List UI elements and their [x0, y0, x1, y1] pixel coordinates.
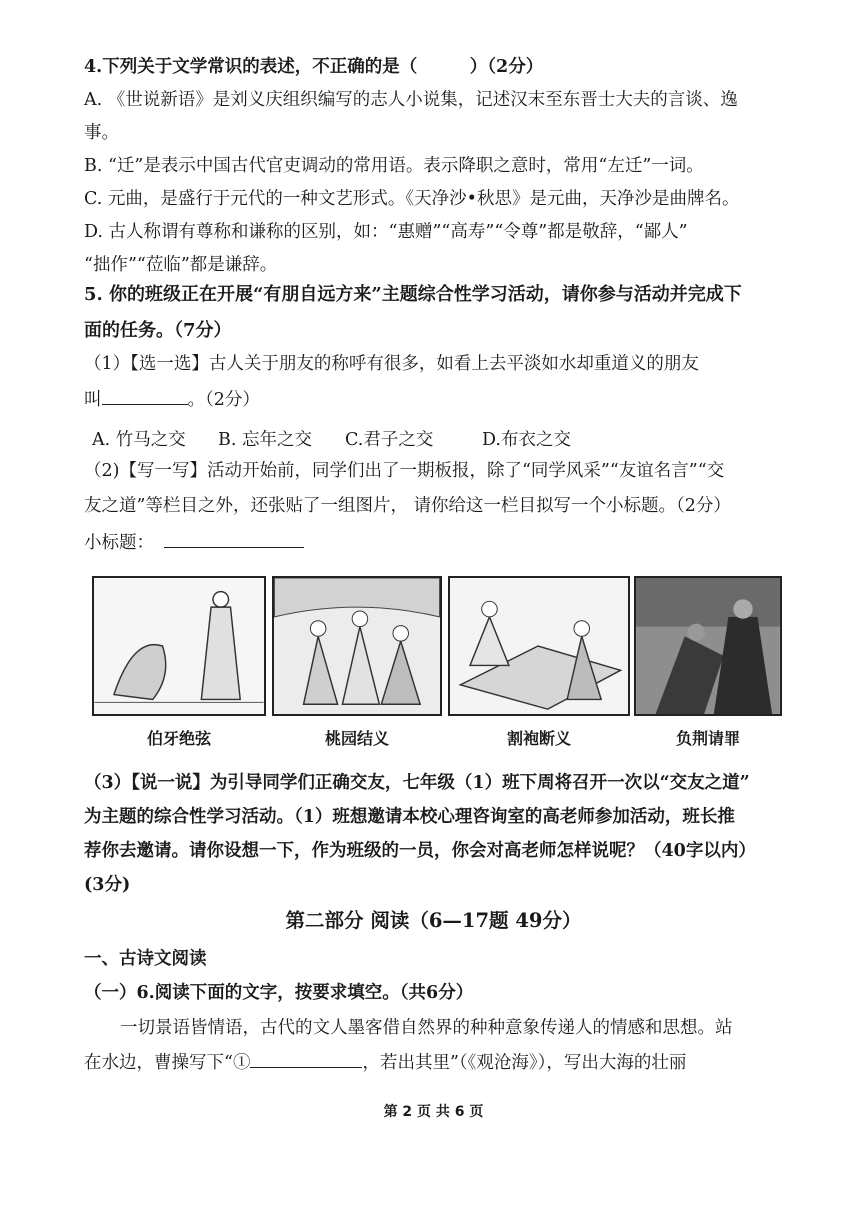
q6-title: （一）6.阅读下面的文字，按要求填空。（共6分）	[84, 983, 474, 1003]
q6-paragraph-line1: 一切景语皆情语，古代的文人墨客借自然界的种种意象传递人的情感和思想。站	[120, 1018, 733, 1038]
q5-option-d: D.布衣之交	[482, 430, 571, 450]
picture-taoyuan	[272, 576, 442, 716]
q5-stem-line1: 5. 你的班级正在开展“有朋自远方来”主题综合性学习活动，请你参与活动并完成下	[84, 284, 742, 305]
q5-part3-line1: （3）【说一说】为引导同学们正确交友，七年级（1）班下周将召开一次以“交友之道”	[84, 773, 750, 793]
q4-option-c: C. 元曲，是盛行于元代的一种文艺形式。《天净沙•秋思》是元曲，天净沙是曲牌名。	[84, 189, 740, 209]
q4-option-a-line1: A. 《世说新语》是刘义庆组织编写的志人小说集，记述汉末至东晋士大夫的言谈、逸	[84, 90, 738, 110]
picture-gepao	[448, 576, 630, 716]
q5-part1-prefix: 叫	[84, 390, 102, 410]
picture-fujing	[634, 576, 782, 716]
caption-gepao: 割袍断义	[506, 729, 571, 748]
caption-taoyuan: 桃园结义	[324, 729, 389, 748]
q5-stem-line2: 面的任务。（7分）	[84, 320, 232, 341]
q5-option-c: C.君子之交	[345, 430, 434, 450]
part2-section-title: 一、古诗文阅读	[84, 949, 207, 969]
q5-option-b: B. 忘年之交	[218, 430, 312, 450]
part2-title: 第二部分 阅读（6—17题 49分）	[285, 909, 582, 932]
q5-part1-line2	[84, 385, 260, 415]
fujing-illustration	[636, 578, 780, 714]
picture-boya	[92, 576, 266, 716]
caption-boya: 伯牙绝弦	[146, 729, 211, 748]
q6-para2-suffix: ，若出其里”（《观沧海》），写出大海的壮丽	[362, 1053, 687, 1073]
boya-illustration	[94, 578, 264, 714]
q5-part3-line2: 为主题的综合性学习活动。（1）班想邀请本校心理咨询室的高老师参加活动，班长推	[84, 807, 735, 827]
q6-paragraph-line2	[84, 1048, 686, 1078]
page-footer: 第 2 页 共 6 页	[383, 1104, 484, 1120]
q6-blank-1[interactable]	[250, 1049, 362, 1068]
gepao-illustration	[450, 578, 628, 714]
caption-fujing: 负荆请罪	[675, 729, 740, 748]
q5-part3-line3: 荐你去邀请。请你设想一下，作为班级的一员，你会对高老师怎样说呢？（40字以内）	[84, 841, 756, 861]
q4-option-d-line1: D. 古人称谓有尊称和谦称的区别，如：“惠赠”“高寿”“令尊”都是敬辞，“鄙人”	[84, 222, 688, 242]
subtitle-label: 小标题：	[84, 533, 154, 553]
q5-subtitle-row	[84, 528, 304, 558]
q4-option-a-line2: 事。	[84, 123, 119, 143]
q5-option-a: A. 竹马之交	[92, 430, 186, 450]
q5-part1-answer-blank[interactable]	[102, 386, 188, 405]
q4-option-d-line2: “拙作”“莅临”都是谦辞。	[84, 255, 278, 275]
subtitle-answer-blank[interactable]	[164, 529, 304, 548]
q4-stem: 4.下列关于文学常识的表述，不正确的是（ ）（2分）	[84, 57, 544, 77]
q5-part2-line2: 友之道”等栏目之外，还张贴了一组图片， 请你给这一栏目拟写一个小标题。（2分）	[84, 496, 731, 516]
q6-para2-prefix: 在水边，曹操写下“①	[84, 1053, 251, 1073]
q5-part1-suffix: 。（2分）	[187, 390, 260, 410]
q5-part1-line1: （1）【选一选】古人关于朋友的称呼有很多，如看上去平淡如水却重道义的朋友	[84, 354, 699, 374]
q4-option-b: B. “迁”是表示中国古代官吏调动的常用语。表示降职之意时，常用“左迁”一词。	[84, 156, 704, 176]
q5-part3-line4: (3分)	[84, 875, 131, 895]
q5-part2-line1: （2)【写一写】活动开始前，同学们出了一期板报，除了“同学风采”“友谊名言”“交	[84, 461, 725, 481]
taoyuan-illustration	[274, 578, 440, 714]
